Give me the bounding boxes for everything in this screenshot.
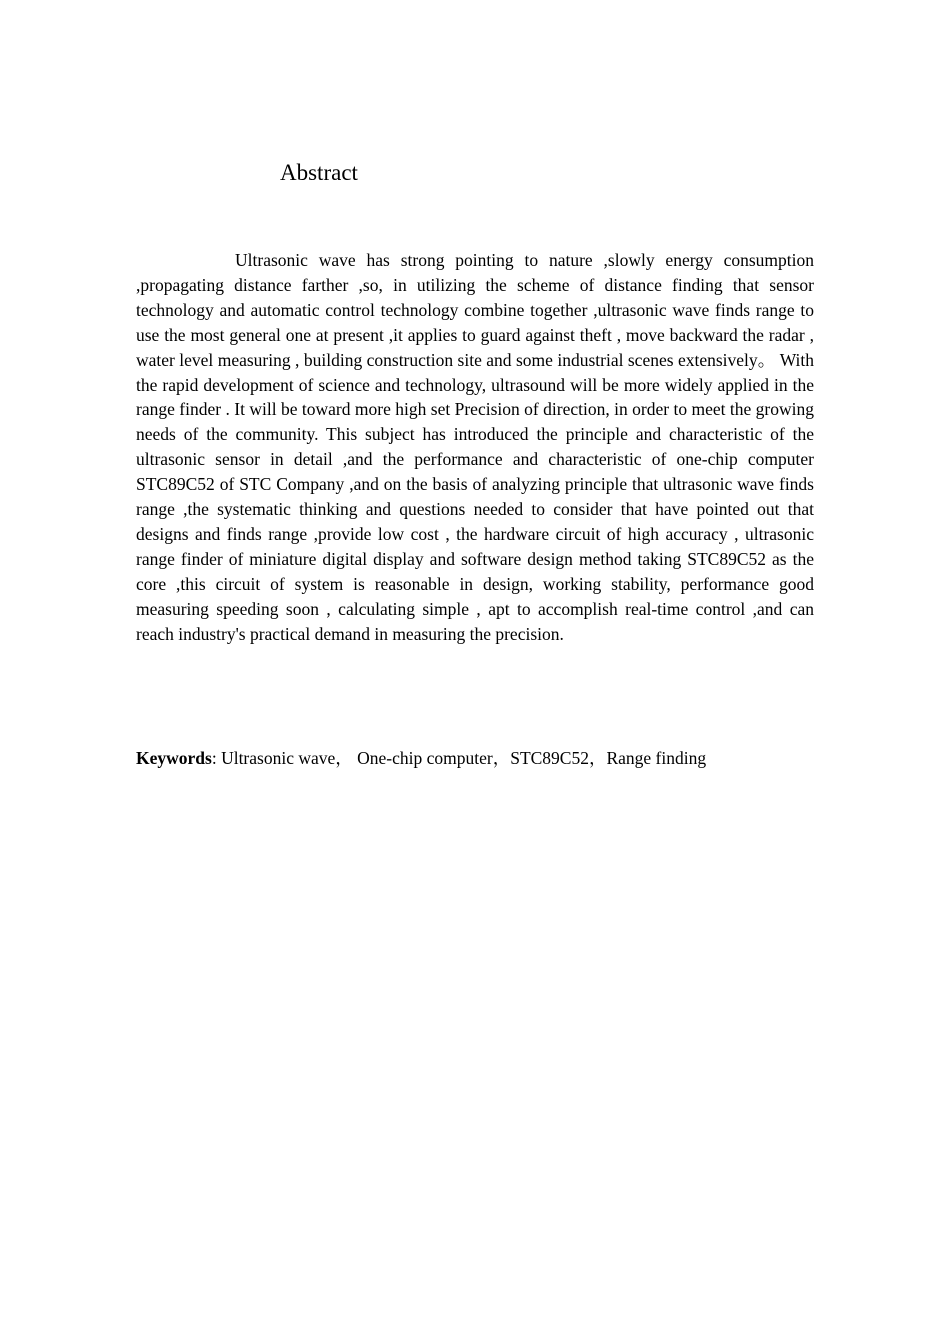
keywords-label: Keywords <box>136 748 212 768</box>
abstract-paragraph: Ultrasonic wave has strong pointing to nature ,slowly energy consumption ,propagating distance farther ,so, in utilizing the scheme of distance finding that sensor technology and automatic control technology combine together ,ultrasonic wave finds range to use the most general one at present ,it applies to guard against theft , move backward the radar , water level measuring , building construction site and some industrial scenes extensively。 With the rapid development of science and technology, ultrasound will be more widely applied in the range finder . It will be toward more high set Precision of direction, in order to meet the growing needs of the community. This subject has introduced the principle and characteristic of the ultrasonic sensor in detail ,and the performance and characteristic of one-chip computer STC89C52 of STC Company ,and on the basis of analyzing principle that ultrasonic wave finds range ,the systematic thinking and questions needed to consider that have pointed out that designs and finds range ,provide low cost , the hardware circuit of high accuracy , ultrasonic range finder of miniature digital display and software design method taking STC89C52 as the core ,this circuit of system is reasonable in design, working stability, performance good measuring speeding soon , calculating simple , apt to accomplish real-time control ,and can reach industry's practical demand in measuring the precision. <box>136 250 814 644</box>
keywords-list: : Ultrasonic wave， One-chip computer，STC89C52，Range finding <box>211 748 707 768</box>
abstract-title: Abstract <box>280 160 358 185</box>
keywords-line <box>136 746 836 771</box>
